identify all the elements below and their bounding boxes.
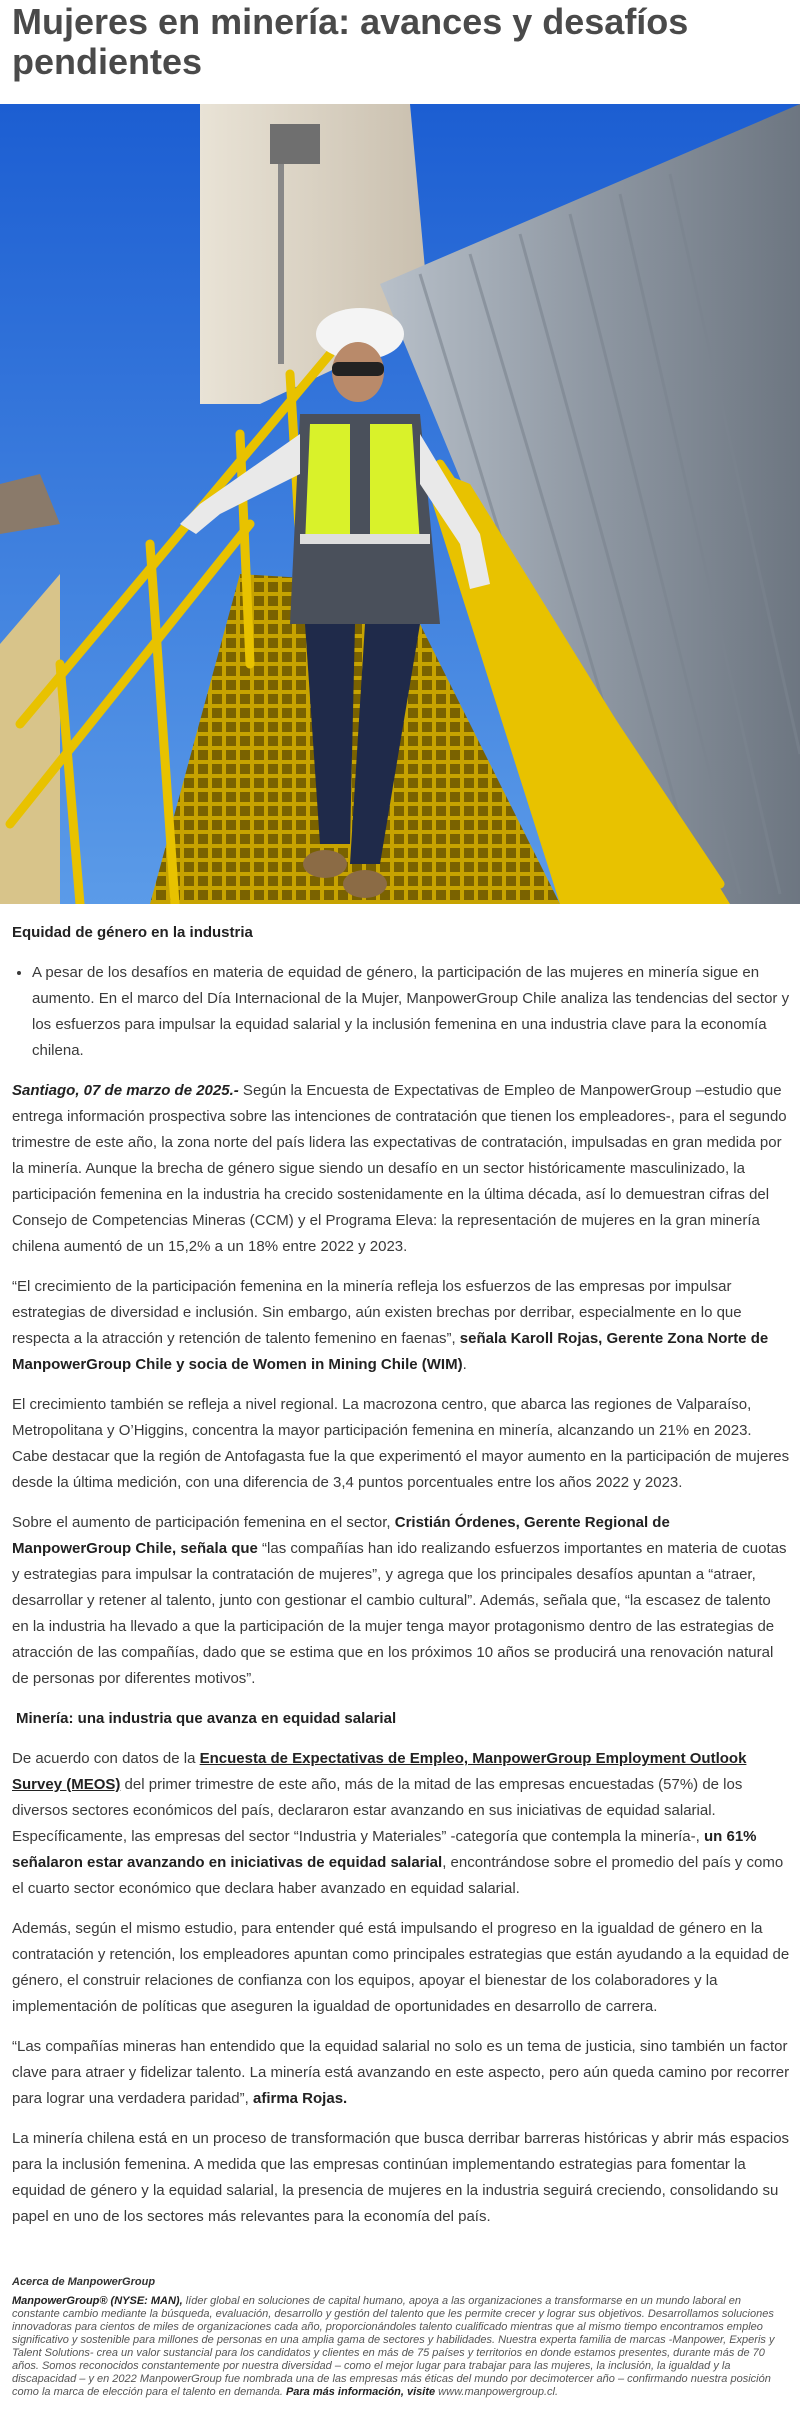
paragraph-meos: De acuerdo con datos de la Encuesta de Expectativas de Empleo, ManpowerGroup Employment Outlook Survey (MEOS) del primer trimestre de este año, más de la mitad de las empresas encuestadas (57%) de los diversos sectores económicos del país, declararon estar avanzando en sus iniciativas de equidad salarial. Específicamente, las empresas del sector “Industria y Materiales” -categoría que contempla la minería-, un 61% señalaron estar avanzando en iniciativas de equidad salarial, encontrándose sobre el promedio del país y como el cuarto sector económico que declara haber avanzado en equidad salarial.	[12, 1750, 784, 1897]
section-heading-equidad: Equidad de género en la industria	[12, 924, 253, 941]
dateline: Santiago, 07 de marzo de 2025.-	[12, 1082, 239, 1099]
paragraph-quote-rojas: “El crecimiento de la participación femenina en la minería refleja los esfuerzos de las empresas por impulsar estrategias de diversidad e inclusión. Sin embargo, aún existen brechas por derribar, especialmente en lo que respecta a la atracción y retención de talento femenino en faenas”, señala Karoll Rojas, Gerente Zona Norte de ManpowerGroup Chile y socia de Women in Mining Chile (WIM).	[12, 1278, 769, 1373]
paragraph-ordenes: Sobre el aumento de participación femenina en el sector, Cristián Órdenes, Gerente Regional de ManpowerGroup Chile, señala que “las compañías han ido realizando esfuerzos importantes en materia de cuotas y estrategias para impulsar la contratación de mujeres”, y agrega que los principales desafíos apuntan a “atraer, desarrollar y retener al talento, junto con gestionar el cambio cultural”. Además, señala que, “la escasez de talento en la industria ha llevado a que la participación de la mujer tenga mayor protagonismo dentro de las estrategias de atracción de las compañías, dado que se estima que en los próximos 10 años se producirá una renovación natural de personas por diferentes motivos”.	[12, 1514, 787, 1687]
paragraph-intro: Santiago, 07 de marzo de 2025.- Según la Encuesta de Expectativas de Empleo de ManpowerGroup –estudio que entrega información prospectiva sobre las intenciones de contratación que tienen los empleadores-, para el segundo trimestre de este año, la zona norte del país lidera las expectativas de contratación, impulsadas en gran medida por la minería. Aunque la brecha de género sigue siendo un desafío en un sector históricamente masculinizado, la participación femenina en la industria ha crecido sostenidamente en la última década, así lo demuestran cifras del Consejo de Competencias Mineras (CCM) y el Programa Eleva: la representación de mujeres en la gran minería chilena aumentó de un 15,2% a un 18% entre 2022 y 2023.	[12, 1082, 787, 1255]
paragraph-closing: La minería chilena está en un proceso de transformación que busca derribar barreras históricas y abrir más espacios para la inclusión femenina. A medida que las empresas continúan implementando estrategias para fomentar la equidad de género y la equidad salarial, la presencia de mujeres en la industria seguirá creciendo, consolidando su papel en uno de los sectores más relevantes para la economía del país.	[12, 2130, 790, 2225]
summary-bullet: • A pesar de los desafíos en materia de equidad de género, la participación de las mujeres en minería sigue en aumento. En el marco del Día Internacional de la Mujer, ManpowerGroup Chile analiza las tendencias del sector y los esfuerzos para impulsar la equidad salarial y la inclusión femenina en una industria clave para la economía chilena.	[32, 960, 790, 1064]
article-body	[12, 912, 790, 2244]
paragraph-strategies: Además, según el mismo estudio, para entender qué está impulsando el progreso en la igualdad de género en la contratación y retención, los empleadores apuntan como principales estrategias que están ayudando a la equidad de género, el construir relaciones de confianza con los equipos, apoyar el bienestar de los colaboradores y la implementación de políticas que aseguren la igualdad de oportunidades en desarrollo de carrera.	[12, 1920, 790, 2015]
meos-link[interactable]: Encuesta de Expectativas de Empleo, ManpowerGroup Employment Outlook Survey (MEOS)	[12, 1750, 747, 1793]
about-section	[12, 2276, 790, 2399]
about-heading: Acerca de ManpowerGroup	[12, 2276, 156, 2288]
paragraph-quote-rojas-2: “Las compañías mineras han entendido que la equidad salarial no solo es un tema de justicia, sino también un factor clave para atraer y fidelizar talento. La minería está avanzando en este aspecto, pero aún queda camino por recorrer para lograr una verdadera paridad”, afirma Rojas.	[12, 2038, 790, 2107]
summary-list	[12, 960, 790, 1064]
about-body: ManpowerGroup® (NYSE: MAN), líder global en soluciones de capital humano, apoya a las organizaciones a transformarse en un mundo laboral en constante cambio mediante la búsqueda, evaluación, desarrollo y gestión del talento que les permite crecer y lograr sus objetivos. Desarrollamos soluciones innovadoras para cientos de miles de organizaciones cada año, proporcionándoles talento cualificado mientras que al mismo tiempo encontramos empleo significativo y sostenible para millones de personas en una amplia gama de sectores y habilidades. Nuestra experta familia de marcas -Manpower, Experis y Talent Solutions- crea un valor sustancial para los candidatos y clientes en más de 75 países y territorios en donde estamos presentes, durante más de 70 años. Somos reconocidos constantemente por nuestra diversidad – como el mejor lugar para trabajar para las mujeres, la inclusión, la igualdad y la discapacidad – y en 2022 ManpowerGroup fue nombrada una de las empresas más éticas del mundo por decimotercer año – confirmando nuestra posición como la marca de elección para el talento en demanda. Para más información, visite www.manpowergroup.cl.	[12, 2295, 775, 2398]
page-title: Mujeres en minería: avances y desafíos pendientes	[12, 1, 689, 82]
hero-image	[0, 104, 800, 904]
paragraph-regional: El crecimiento también se refleja a nivel regional. La macrozona centro, que abarca las regiones de Valparaíso, Metropolitana y O’Higgins, concentra la mayor participación femenina en minería, alcanzando un 21% en 2023. Cabe destacar que la región de Antofagasta fue la que experimentó el mayor aumento en la participación de mujeres desde la última medición, con una diferencia de 3,4 puntos porcentuales entre los años 2022 y 2023.	[12, 1396, 790, 1491]
website-link[interactable]: www.manpowergroup.cl.	[435, 2386, 559, 2398]
section-heading-salarial: Minería: una industria que avanza en equidad salarial	[16, 1710, 397, 1727]
